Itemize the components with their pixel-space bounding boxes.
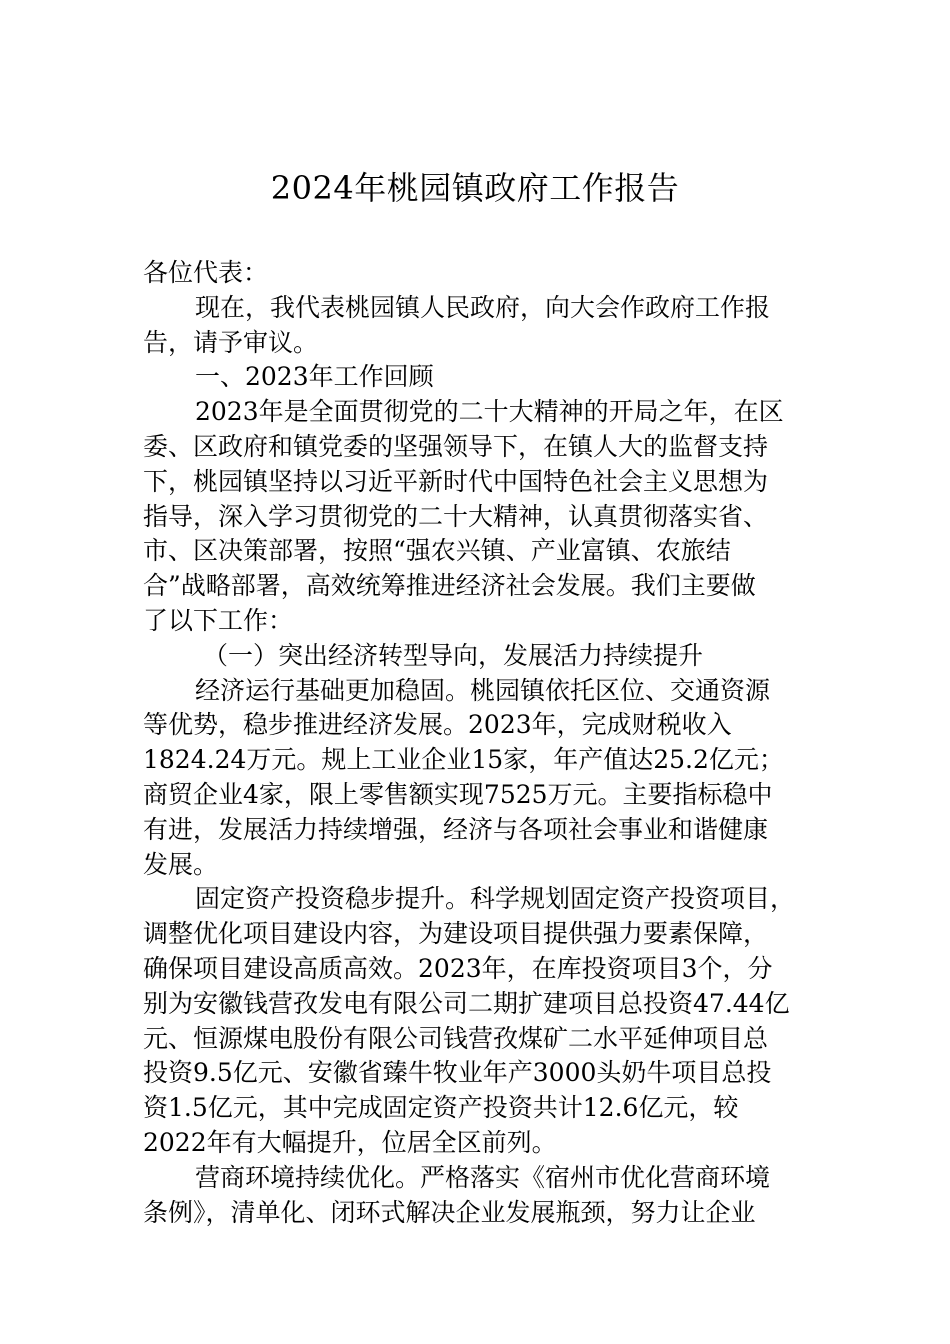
- text-line: 了以下工作：: [143, 605, 294, 635]
- text-line: 现在，我代表桃园镇人民政府，向大会作政府工作报: [195, 292, 771, 322]
- text-line: 委、区政府和镇党委的坚强领导下，在镇人大的监督支持: [143, 431, 769, 461]
- text-line: 合”战略部署，高效统筹推进经济社会发展。我们主要做: [143, 571, 756, 601]
- document-title: 2024年桃园镇政府工作报告: [270, 169, 680, 207]
- text-line: 等优势，稳步推进经济发展。2023年，完成财税收入: [143, 710, 732, 740]
- text-line: 告，请予审议。: [143, 327, 319, 357]
- text-line: 一、2023年工作回顾: [195, 362, 434, 392]
- text-line: 条例》，清单化、闭环式解决企业发展瓶颈，努力让企业: [143, 1197, 756, 1227]
- text-line: 2023年是全面贯彻党的二十大精神的开局之年，在区: [195, 397, 784, 427]
- text-line: 调整优化项目建设内容，为建设项目提供强力要素保障，: [143, 919, 769, 949]
- text-line: 各位代表：: [143, 258, 269, 287]
- text-line: 发展。: [143, 849, 219, 879]
- document-body: [143, 256, 823, 1230]
- text-line: （一）突出经济转型导向，发展活力持续提升: [203, 640, 704, 670]
- text-line: 经济运行基础更加稳固。桃园镇依托区位、交通资源: [195, 675, 771, 705]
- text-line: 固定资产投资稳步提升。科学规划固定资产投资项目，: [195, 884, 796, 914]
- text-line: 元、恒源煤电股份有限公司钱营孜煤矿二水平延伸项目总: [143, 1023, 769, 1053]
- text-line: 市、区决策部署，按照“强农兴镇、产业富镇、农旅结: [143, 536, 731, 566]
- text-line: 商贸企业4家，限上零售额实现7525万元。主要指标稳中: [143, 779, 773, 809]
- text-line: 有进，发展活力持续增强，经济与各项社会事业和谐健康: [143, 814, 769, 844]
- text-line: 别为安徽钱营孜发电有限公司二期扩建项目总投资47.44亿: [143, 988, 790, 1018]
- text-line: 2022年有大幅提升，位居全区前列。: [143, 1127, 557, 1157]
- text-line: 营商环境持续优化。严格落实《宿州市优化营商环境: [195, 1162, 771, 1192]
- text-line: 下，桃园镇坚持以习近平新时代中国特色社会主义思想为: [143, 466, 769, 496]
- text-line: 确保项目建设高质高效。2023年，在库投资项目3个，分: [143, 953, 773, 983]
- text-line: 资1.5亿元，其中完成固定资产投资共计12.6亿元，较: [143, 1093, 739, 1123]
- text-line: 指导，深入学习贯彻党的二十大精神，认真贯彻落实省、: [143, 501, 769, 531]
- text-line: 投资9.5亿元、安徽省臻牛牧业年产3000头奶牛项目总投: [143, 1058, 772, 1088]
- text-line: 1824.24万元。规上工业企业15家，年产值达25.2亿元；: [143, 745, 784, 775]
